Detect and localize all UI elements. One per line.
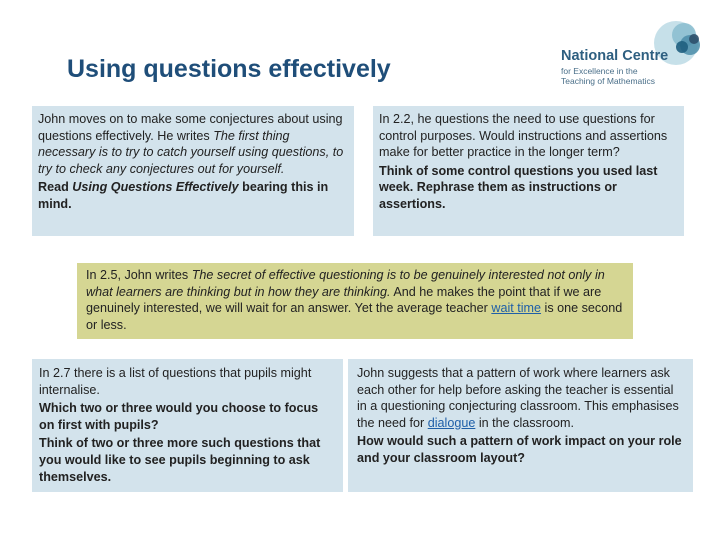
wait-time-link[interactable]: wait time	[491, 301, 542, 316]
eq-suffix: is one second or less.	[86, 301, 623, 332]
internalise-task-2: Think of two or three more such questions that you would like to see pupils beginning to ask themselves.	[39, 436, 321, 484]
dialogue-link[interactable]: dialogue	[427, 415, 476, 430]
ncetm-logo	[556, 15, 706, 87]
internalise-questions-box	[32, 359, 343, 492]
conjectures-quote: The first thing necessary is to try to catch yourself using questions, to try to check any conjectures out for yourself.	[38, 128, 344, 176]
internalise-text: In 2.7 there is a list of questions that pupils might internalise.	[39, 366, 312, 397]
pattern-task: How would such a pattern of work impact on your role and your classroom layout?	[357, 434, 682, 465]
read-suffix: bearing this in mind.	[38, 180, 329, 211]
pattern-of-work-box	[348, 359, 693, 492]
effective-questioning-text	[86, 267, 624, 333]
conjectures-text	[38, 111, 348, 177]
pattern-text	[357, 365, 684, 431]
slide-title: Using questions effectively	[67, 55, 391, 83]
pattern-suffix: in the classroom.	[475, 415, 575, 430]
pattern-prefix: John suggests that a pattern of work where learners ask each other for help before asking the teacher is essential in a questioning conjecturing classroom. This emphasises the need for	[357, 366, 679, 430]
logo-line-2: for Excellence in the	[561, 66, 638, 76]
control-questions-box	[373, 106, 684, 236]
control-questions-task: Think of some control questions you used last week. Rephrase them as instructions or assertions.	[379, 163, 658, 211]
control-questions-text: In 2.2, he questions the need to use questions for control purposes. Would instructions and assertions make for better practice in the longer term?	[379, 112, 668, 160]
eq-prefix: In 2.5, John writes	[86, 268, 192, 282]
read-prefix: Read	[38, 180, 73, 195]
read-instruction	[38, 179, 348, 212]
conjectures-box	[32, 106, 354, 236]
eq-quote: The secret of effective questioning is to be genuinely interested not only in what learners are thinking but in how they are thinking.	[86, 268, 605, 299]
eq-middle: And he makes the point that if we are genuinely interested, we will wait for an answer. Yet the average teacher	[86, 284, 602, 316]
logo-line-1: National Centre	[561, 48, 669, 64]
read-title: Using Questions Effectively	[72, 180, 239, 195]
conjectures-intro: John moves on to make some conjectures about using questions effectively. He writes	[38, 112, 343, 143]
internalise-task-1: Which two or three would you choose to focus on first with pupils?	[39, 401, 319, 432]
logo-line-3: Teaching of Mathematics	[561, 76, 656, 86]
effective-questioning-box	[77, 263, 633, 339]
